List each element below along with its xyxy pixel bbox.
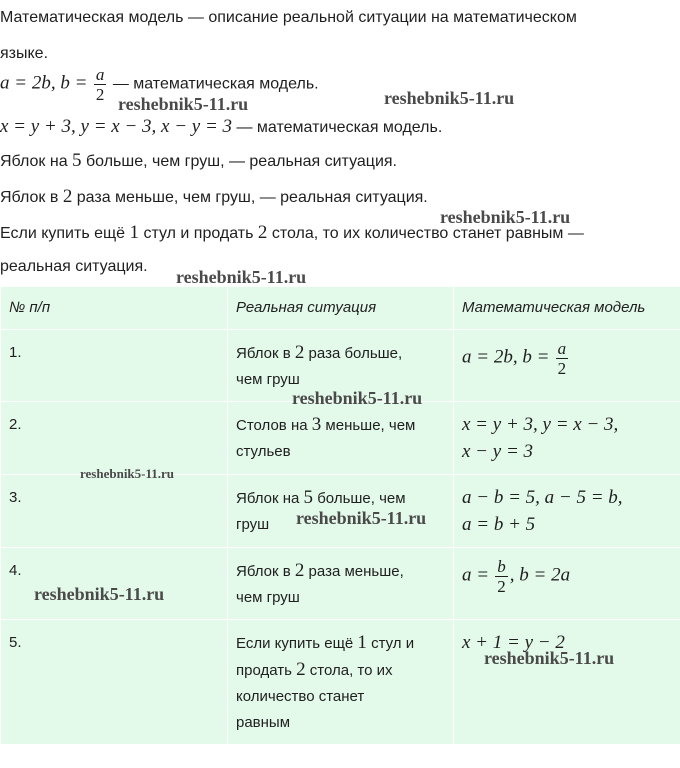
row-model: x + 1 = y − 2 [454, 620, 680, 745]
intro-line-definition-end: языке. [0, 45, 49, 62]
intro-line-model-2 [0, 116, 442, 138]
table-header-row [1, 287, 680, 330]
formula: x = y + 3, y = x − 3, x − y = 3 [0, 116, 233, 137]
text: — математическая модель. [112, 75, 319, 93]
table-row [1, 402, 680, 475]
table-row [1, 330, 680, 402]
row-situation: Яблок в 2 раза меньше, чем груш [228, 548, 454, 620]
intro-line-situation-1: Яблок на 5 больше, чем груш, — реальная ситуация. [0, 150, 397, 171]
header-model: Математическая модель [454, 287, 680, 330]
row-model: a = 2b, b = $\frac{a}{2}$ [454, 330, 680, 402]
intro-line-situation-2: Яблок в 2 раза меньше, чем груш, — реальная ситуация. [0, 186, 428, 207]
fraction: $\frac{a}{2}$ [95, 65, 105, 104]
fraction: $\frac{a}{2}$ [557, 339, 567, 378]
row-model: a = $\frac{b}{2}$ , b = 2a [454, 548, 680, 620]
table-row [1, 548, 680, 620]
row-number: 3. [1, 475, 228, 548]
models-table [0, 286, 680, 745]
watermark: reshebnik5-11.ru [34, 584, 165, 604]
watermark: reshebnik5-11.ru [296, 508, 427, 528]
row-situation: Яблок на 5 больше, чем груш [228, 475, 454, 548]
fraction: $\frac{b}{2}$ [497, 557, 506, 596]
watermark: reshebnik5-11.ru [292, 388, 423, 408]
intro-line-model-1 [0, 66, 319, 103]
row-model: x = y + 3, y = x − 3, x − y = 3 [454, 402, 680, 475]
intro-line-situation-3-end: реальная ситуация. [0, 258, 148, 275]
row-number: 4. [1, 548, 228, 620]
row-situation: Если купить ещё 1 стул и продать 2 стола, то их количество станет равным [228, 620, 454, 745]
row-number: 5. [1, 620, 228, 745]
header-number: № п/п [1, 287, 228, 330]
row-situation: Яблок в 2 раза больше, чем груш [228, 330, 454, 402]
row-model: a − b = 5, a − 5 = b, a = b + 5 [454, 475, 680, 548]
text: — математическая модель. [232, 119, 443, 136]
intro-line-situation-3: Если купить ещё 1 стул и продать 2 стола, то их количество станет равным — [0, 222, 584, 243]
intro-line-definition: Математическая модель — описание реальной ситуации на математическом [0, 9, 577, 26]
formula: a = 2b, b = [0, 72, 88, 94]
row-number: 2. [1, 402, 228, 475]
table-row [1, 475, 680, 548]
header-situation: Реальная ситуация [228, 287, 454, 330]
watermark: reshebnik5-11.ru [80, 466, 175, 481]
watermark: reshebnik5-11.ru [118, 94, 249, 114]
row-number: 1. [1, 330, 228, 402]
watermark: reshebnik5-11.ru [484, 648, 615, 668]
row-situation: Столов на 3 меньше, чем стульев [228, 402, 454, 475]
watermark: reshebnik5-11.ru [440, 207, 571, 227]
table-row [1, 620, 680, 745]
watermark: reshebnik5-11.ru [384, 88, 515, 108]
watermark: reshebnik5-11.ru [176, 267, 307, 287]
